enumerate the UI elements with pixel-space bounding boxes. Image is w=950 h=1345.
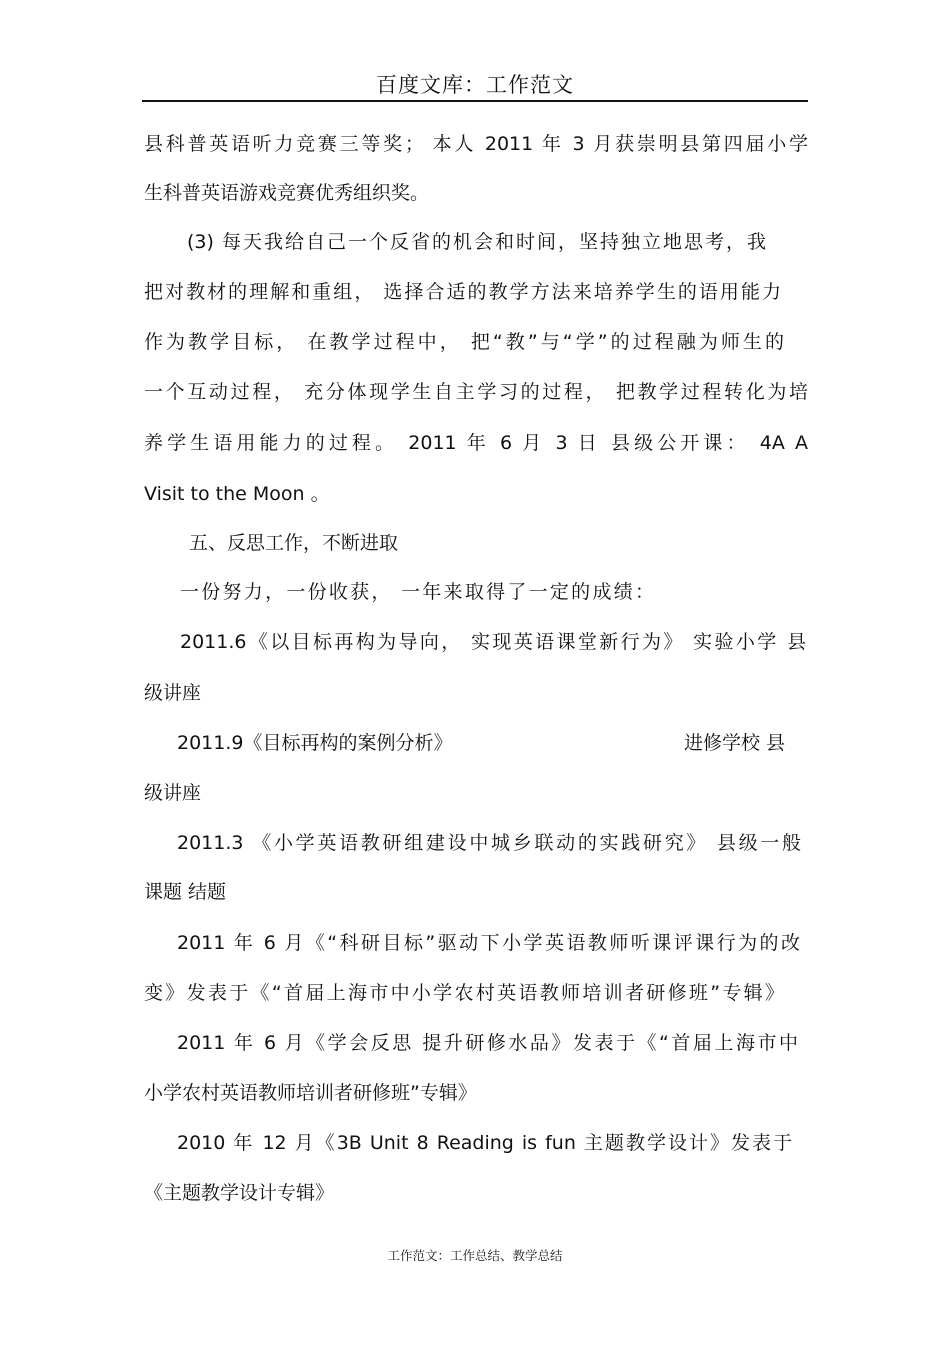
achievement-item: 《主题教学设计专辑》 xyxy=(144,1182,335,1204)
section-heading: 五、反思工作，不断进取 xyxy=(189,532,399,554)
body-line: 把对教材的理解和重组， 选择合适的教学方法来培养学生的语用能力 xyxy=(144,281,781,303)
achievement-item: 2011.9《目标再构的案例分析》 xyxy=(177,732,453,754)
achievement-item: 2011.6《以目标再构为导向， 实现英语课堂新行为》 实验小学 县 xyxy=(180,631,806,653)
achievement-item: 级讲座 xyxy=(144,782,202,804)
body-line: 生科普英语游戏竞赛优秀组织奖。 xyxy=(144,182,430,204)
achievement-item: 2011 年 6 月《学会反思 提升研修水品》发表于《“首届上海市中 xyxy=(177,1032,798,1054)
page-footer: 工作范文：工作总结、教学总结 xyxy=(387,1248,563,1263)
achievement-item: 2011 年 6 月《“科研目标”驱动下小学英语教师听课评课行为的改 xyxy=(177,932,800,954)
page-header-title: 百度文库：工作范文 xyxy=(376,73,574,97)
header-divider xyxy=(142,100,808,102)
achievement-item: 小学农村英语教师培训者研修班”专辑》 xyxy=(144,1082,477,1104)
body-line: 一份努力，一份收获， 一年来取得了一定的成绩： xyxy=(180,581,654,603)
achievement-item: 2010 年 12 月《3B Unit 8 Reading is fun 主题教学设计》发表于 xyxy=(177,1132,792,1154)
body-line: 一个互动过程， 充分体现学生自主学习的过程， 把教学过程转化为培 xyxy=(144,381,808,403)
achievement-venue: 进修学校 县 xyxy=(684,732,786,754)
body-line: 县科普英语听力竞赛三等奖； 本人 2011 年 3 月获崇明县第四届小学 xyxy=(144,133,808,155)
achievement-item: 级讲座 xyxy=(144,682,202,704)
achievement-item: 课题 结题 xyxy=(144,881,227,903)
body-line: (3) 每天我给自己一个反省的机会和时间，坚持独立地思考，我 xyxy=(187,231,766,253)
body-line: 养学生语用能力的过程。 2011 年 6 月 3 日 县级公开课： 4A A xyxy=(144,432,808,454)
body-line: Visit to the Moon 。 xyxy=(144,483,330,505)
achievement-item: 2011.3 《小学英语教研组建设中城乡联动的实践研究》 县级一般 xyxy=(177,832,801,854)
body-line: 作为教学目标， 在教学过程中， 把“教”与“学”的过程融为师生的 xyxy=(144,331,784,353)
achievement-item: 变》发表于《“首届上海市中小学农村英语教师培训者研修班”专辑》 xyxy=(144,982,784,1004)
